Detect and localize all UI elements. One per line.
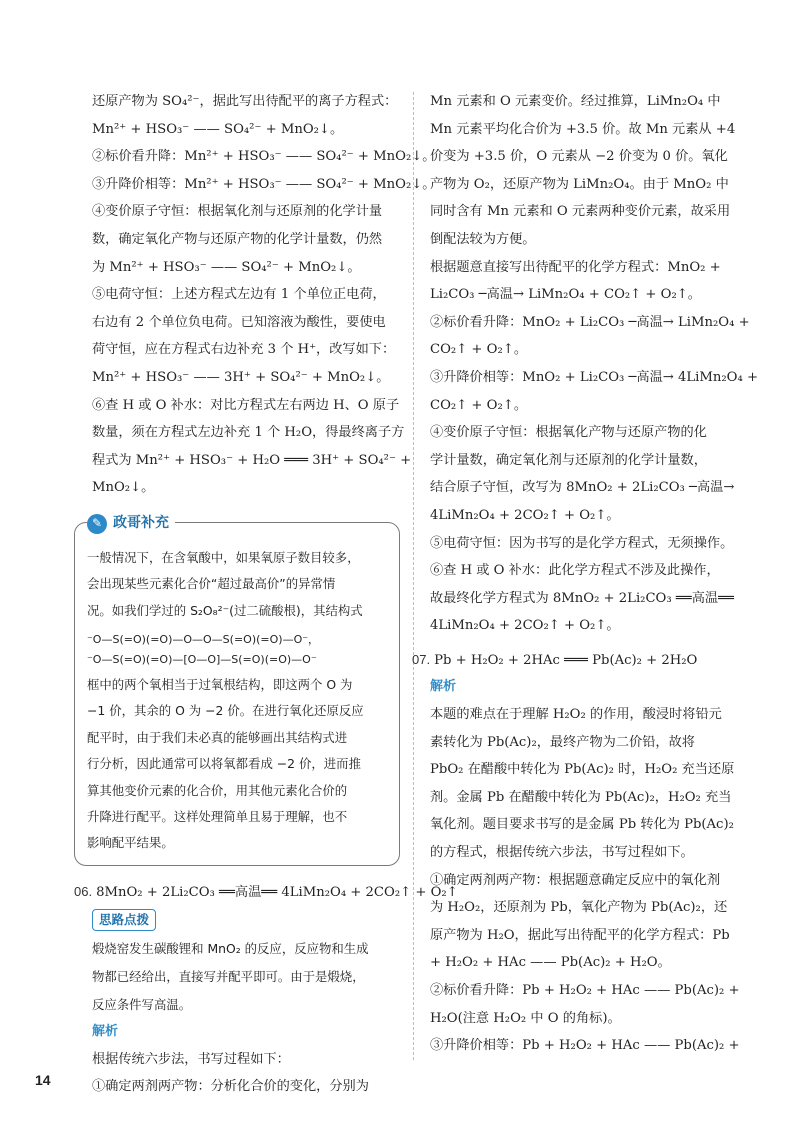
text-line: H₂O(注意 H₂O₂ 中 O 的角标)。 bbox=[430, 1010, 621, 1026]
text-line: Mn 元素和 O 元素变价。经过推算，LiMn₂O₄ 中 bbox=[430, 94, 721, 109]
text-line: ③升降价相等：MnO₂ + Li₂CO₃ ─高温→ 4LiMn₂O₄ + bbox=[430, 369, 759, 385]
tip-line: 煅烧窑发生碳酸锂和 MnO₂ 的反应，反应物和生成 bbox=[92, 941, 369, 957]
structure-formula-boxed: ⁻O—S(=O)(=O)—[O—O]—S(=O)(=O)—O⁻ bbox=[87, 653, 317, 667]
supplement-box-title bbox=[87, 510, 175, 538]
box-text-line: 框中的两个氧相当于过氧根结构，即这两个 O 为 bbox=[87, 677, 353, 693]
text-line: ②标价看升降：Mn²⁺ + HSO₃⁻ —— SO₄²⁻ + MnO₂↓。 bbox=[92, 149, 436, 165]
box-text-line: 况。如我们学过的 S₂O₈²⁻(过二硫酸根)，其结构式 bbox=[87, 602, 363, 618]
page-number: 14 bbox=[35, 1072, 51, 1088]
column-divider bbox=[413, 92, 414, 1060]
text-line: ⑤电荷守恒：上述方程式左边有 1 个单位正电荷， bbox=[92, 287, 386, 303]
text-line: ⑥查 H 或 O 补水：对比方程式左右两边 H、O 原子 bbox=[92, 397, 400, 413]
equation-line: CO₂↑ + O₂↑。 bbox=[430, 342, 528, 358]
text-line: 数量，须在方程式左边补充 1 个 H₂O，得最终离子方 bbox=[92, 425, 405, 441]
tip-line: 反应条件写高温。 bbox=[92, 996, 192, 1012]
equation-line: Mn²⁺ + HSO₃⁻ —— SO₄²⁻ + MnO₂↓。 bbox=[92, 121, 344, 137]
text-line: 还原产物为 SO₄²⁻，据此写出待配平的离子方程式： bbox=[92, 94, 398, 109]
text-line: ①确定两剂两产物：分析化合价的变化，分别为 bbox=[92, 1079, 369, 1095]
text-line: 的方程式，根据传统六步法，书写过程如下。 bbox=[430, 845, 694, 861]
text-line: 素转化为 Pb(Ac)₂，最终产物为二价铅，故将 bbox=[430, 734, 695, 750]
box-text-line: 算其他变价元素的化合价，用其他元素化合价的 bbox=[87, 782, 348, 798]
equation-line: Mn²⁺ + HSO₃⁻ —— 3H⁺ + SO₄²⁻ + MnO₂↓。 bbox=[92, 369, 390, 385]
text-line: 剂。金属 Pb 在醋酸中转化为 Pb(Ac)₂，H₂O₂ 充当 bbox=[430, 789, 732, 805]
text-line: 荷守恒，应在方程式右边补充 3 个 H⁺，改写如下： bbox=[92, 342, 396, 358]
question-06-equation: 8MnO₂ + 2Li₂CO₃ ══高温══ 4LiMn₂O₄ + 2CO₂↑ + O₂↑ bbox=[96, 884, 458, 900]
box-text-line: 行分析，因此通常可以将氧都看成 −2 价，进而推 bbox=[87, 756, 361, 772]
text-line: 产物为 O₂，还原产物为 LiMn₂O₄。由于 MnO₂ 中 bbox=[430, 176, 729, 192]
text-line: ②标价看升降：MnO₂ + Li₂CO₃ ─高温→ LiMn₂O₄ + bbox=[430, 314, 750, 330]
text-line: Mn 元素平均化合价为 +3.5 价。故 Mn 元素从 +4 bbox=[430, 121, 736, 137]
text-line: 程式为 Mn²⁺ + HSO₃⁻ + H₂O ═══ 3H⁺ + SO₄²⁻ + bbox=[92, 452, 412, 468]
text-line: 倒配法较为方便。 bbox=[430, 231, 536, 247]
text-line: ④变价原子守恒：根据氧化剂与还原剂的化学计量 bbox=[92, 204, 383, 220]
text-line: PbO₂ 在醋酸中转化为 Pb(Ac)₂ 时，H₂O₂ 充当还原 bbox=[430, 762, 735, 778]
text-line: 本题的难点在于理解 H₂O₂ 的作用，酸浸时将铅元 bbox=[430, 707, 722, 723]
question-number: 07. bbox=[412, 651, 431, 667]
text-line: ①确定两剂两产物：根据题意确定反应中的氧化剂 bbox=[430, 872, 721, 888]
text-line: 结合原子守恒，改写为 8MnO₂ + 2Li₂CO₃ ─高温→ bbox=[430, 480, 735, 496]
text-line: ②标价看升降：Pb + H₂O₂ + HAc —— Pb(Ac)₂ + bbox=[430, 983, 740, 998]
text-line: 故最终化学方程式为 8MnO₂ + 2Li₂CO₃ ══高温══ bbox=[430, 590, 734, 606]
box-text-line: 一般情况下，在含氧酸中，如果氧原子数目较多， bbox=[87, 549, 360, 565]
tip-tag: 思路点拨 bbox=[92, 909, 156, 931]
text-line: ④变价原子守恒：根据氧化产物与还原产物的化 bbox=[430, 425, 707, 441]
box-text-line: 升降进行配平。这样处理简单且易于理解，也不 bbox=[87, 809, 348, 825]
box-text-line: 影响配平结果。 bbox=[87, 835, 174, 851]
text-line: 学计量数，确定氧化剂与还原剂的化学计量数， bbox=[430, 452, 707, 468]
text-line: 右边有 2 个单位负电荷。已知溶液为酸性，要使电 bbox=[92, 314, 386, 330]
question-07-answer bbox=[412, 646, 732, 674]
structure-formulas bbox=[87, 630, 389, 670]
text-line: MnO₂↓。 bbox=[92, 480, 155, 496]
text-line: 为 Mn²⁺ + HSO₃⁻ —— SO₄²⁻ + MnO₂↓。 bbox=[92, 259, 361, 275]
text-line: ⑥查 H 或 O 补水：此化学方程式不涉及此操作， bbox=[430, 563, 720, 579]
equation-line: 4LiMn₂O₄ + 2CO₂↑ + O₂↑。 bbox=[430, 618, 620, 634]
right-column bbox=[412, 88, 759, 1060]
equation-line: Li₂CO₃ ─高温→ LiMn₂O₄ + CO₂↑ + O₂↑。 bbox=[430, 287, 701, 303]
text-line: 价变为 +3.5 价，O 元素从 −2 价变为 0 价。氧化 bbox=[430, 149, 728, 165]
box-text-line: 配平时，由于我们未必真的能够画出其结构式进 bbox=[87, 729, 348, 745]
text-line: 为 H₂O₂，还原剂为 Pb，氧化产物为 Pb(Ac)₂，还 bbox=[430, 900, 728, 916]
supplement-box bbox=[74, 514, 400, 866]
text-line: ⑤电荷守恒：因为书写的是化学方程式，无须操作。 bbox=[430, 535, 734, 551]
box-text-line: 会出现某些元素化合价“超过最高价”的异常情 bbox=[87, 576, 336, 592]
text-line: 氧化剂。题目要求书写的是金属 Pb 转化为 Pb(Ac)₂ bbox=[430, 817, 734, 833]
text-line: 数，确定氧化产物与还原产物的化学计量数，仍然 bbox=[92, 231, 383, 247]
equation-line: CO₂↑ + O₂↑。 bbox=[430, 397, 528, 413]
analysis-label: 解析 bbox=[92, 1024, 119, 1040]
equation-line: + H₂O₂ + HAc —— Pb(Ac)₂ + H₂O。 bbox=[430, 955, 671, 971]
analysis-label: 解析 bbox=[430, 679, 457, 695]
note-icon: ✎ bbox=[87, 514, 107, 534]
text-line: 原产物为 H₂O，据此写出待配平的化学方程式：Pb bbox=[430, 927, 730, 943]
supplement-title: 政哥补充 bbox=[113, 514, 169, 531]
box-text-line: −1 价，其余的 O 为 −2 价。在进行氧化还原反应 bbox=[87, 703, 364, 719]
text-line: 根据传统六步法，书写过程如下： bbox=[92, 1051, 290, 1067]
tip-line: 物都已经给出，直接写并配平即可。由于是煅烧， bbox=[92, 969, 365, 984]
question-number: 06. bbox=[74, 883, 93, 899]
text-line: ③升降价相等：Pb + H₂O₂ + HAc —— Pb(Ac)₂ + bbox=[430, 1038, 740, 1054]
text-line: 根据题意直接写出待配平的化学方程式：MnO₂ + bbox=[430, 259, 721, 275]
question-06-answer bbox=[74, 878, 458, 906]
text-line: 同时含有 Mn 元素和 O 元素两种变价元素，故采用 bbox=[430, 204, 731, 220]
equation-line: 4LiMn₂O₄ + 2CO₂↑ + O₂↑。 bbox=[430, 507, 620, 523]
text-line: ③升降价相等：Mn²⁺ + HSO₃⁻ —— SO₄²⁻ + MnO₂↓。 bbox=[92, 176, 436, 192]
question-07-equation: Pb + H₂O₂ + 2HAc ═══ Pb(Ac)₂ + 2H₂O bbox=[434, 652, 698, 668]
structure-formula-plain: ⁻O—S(=O)(=O)—O—O—S(=O)(=O)—O⁻， bbox=[87, 633, 320, 647]
